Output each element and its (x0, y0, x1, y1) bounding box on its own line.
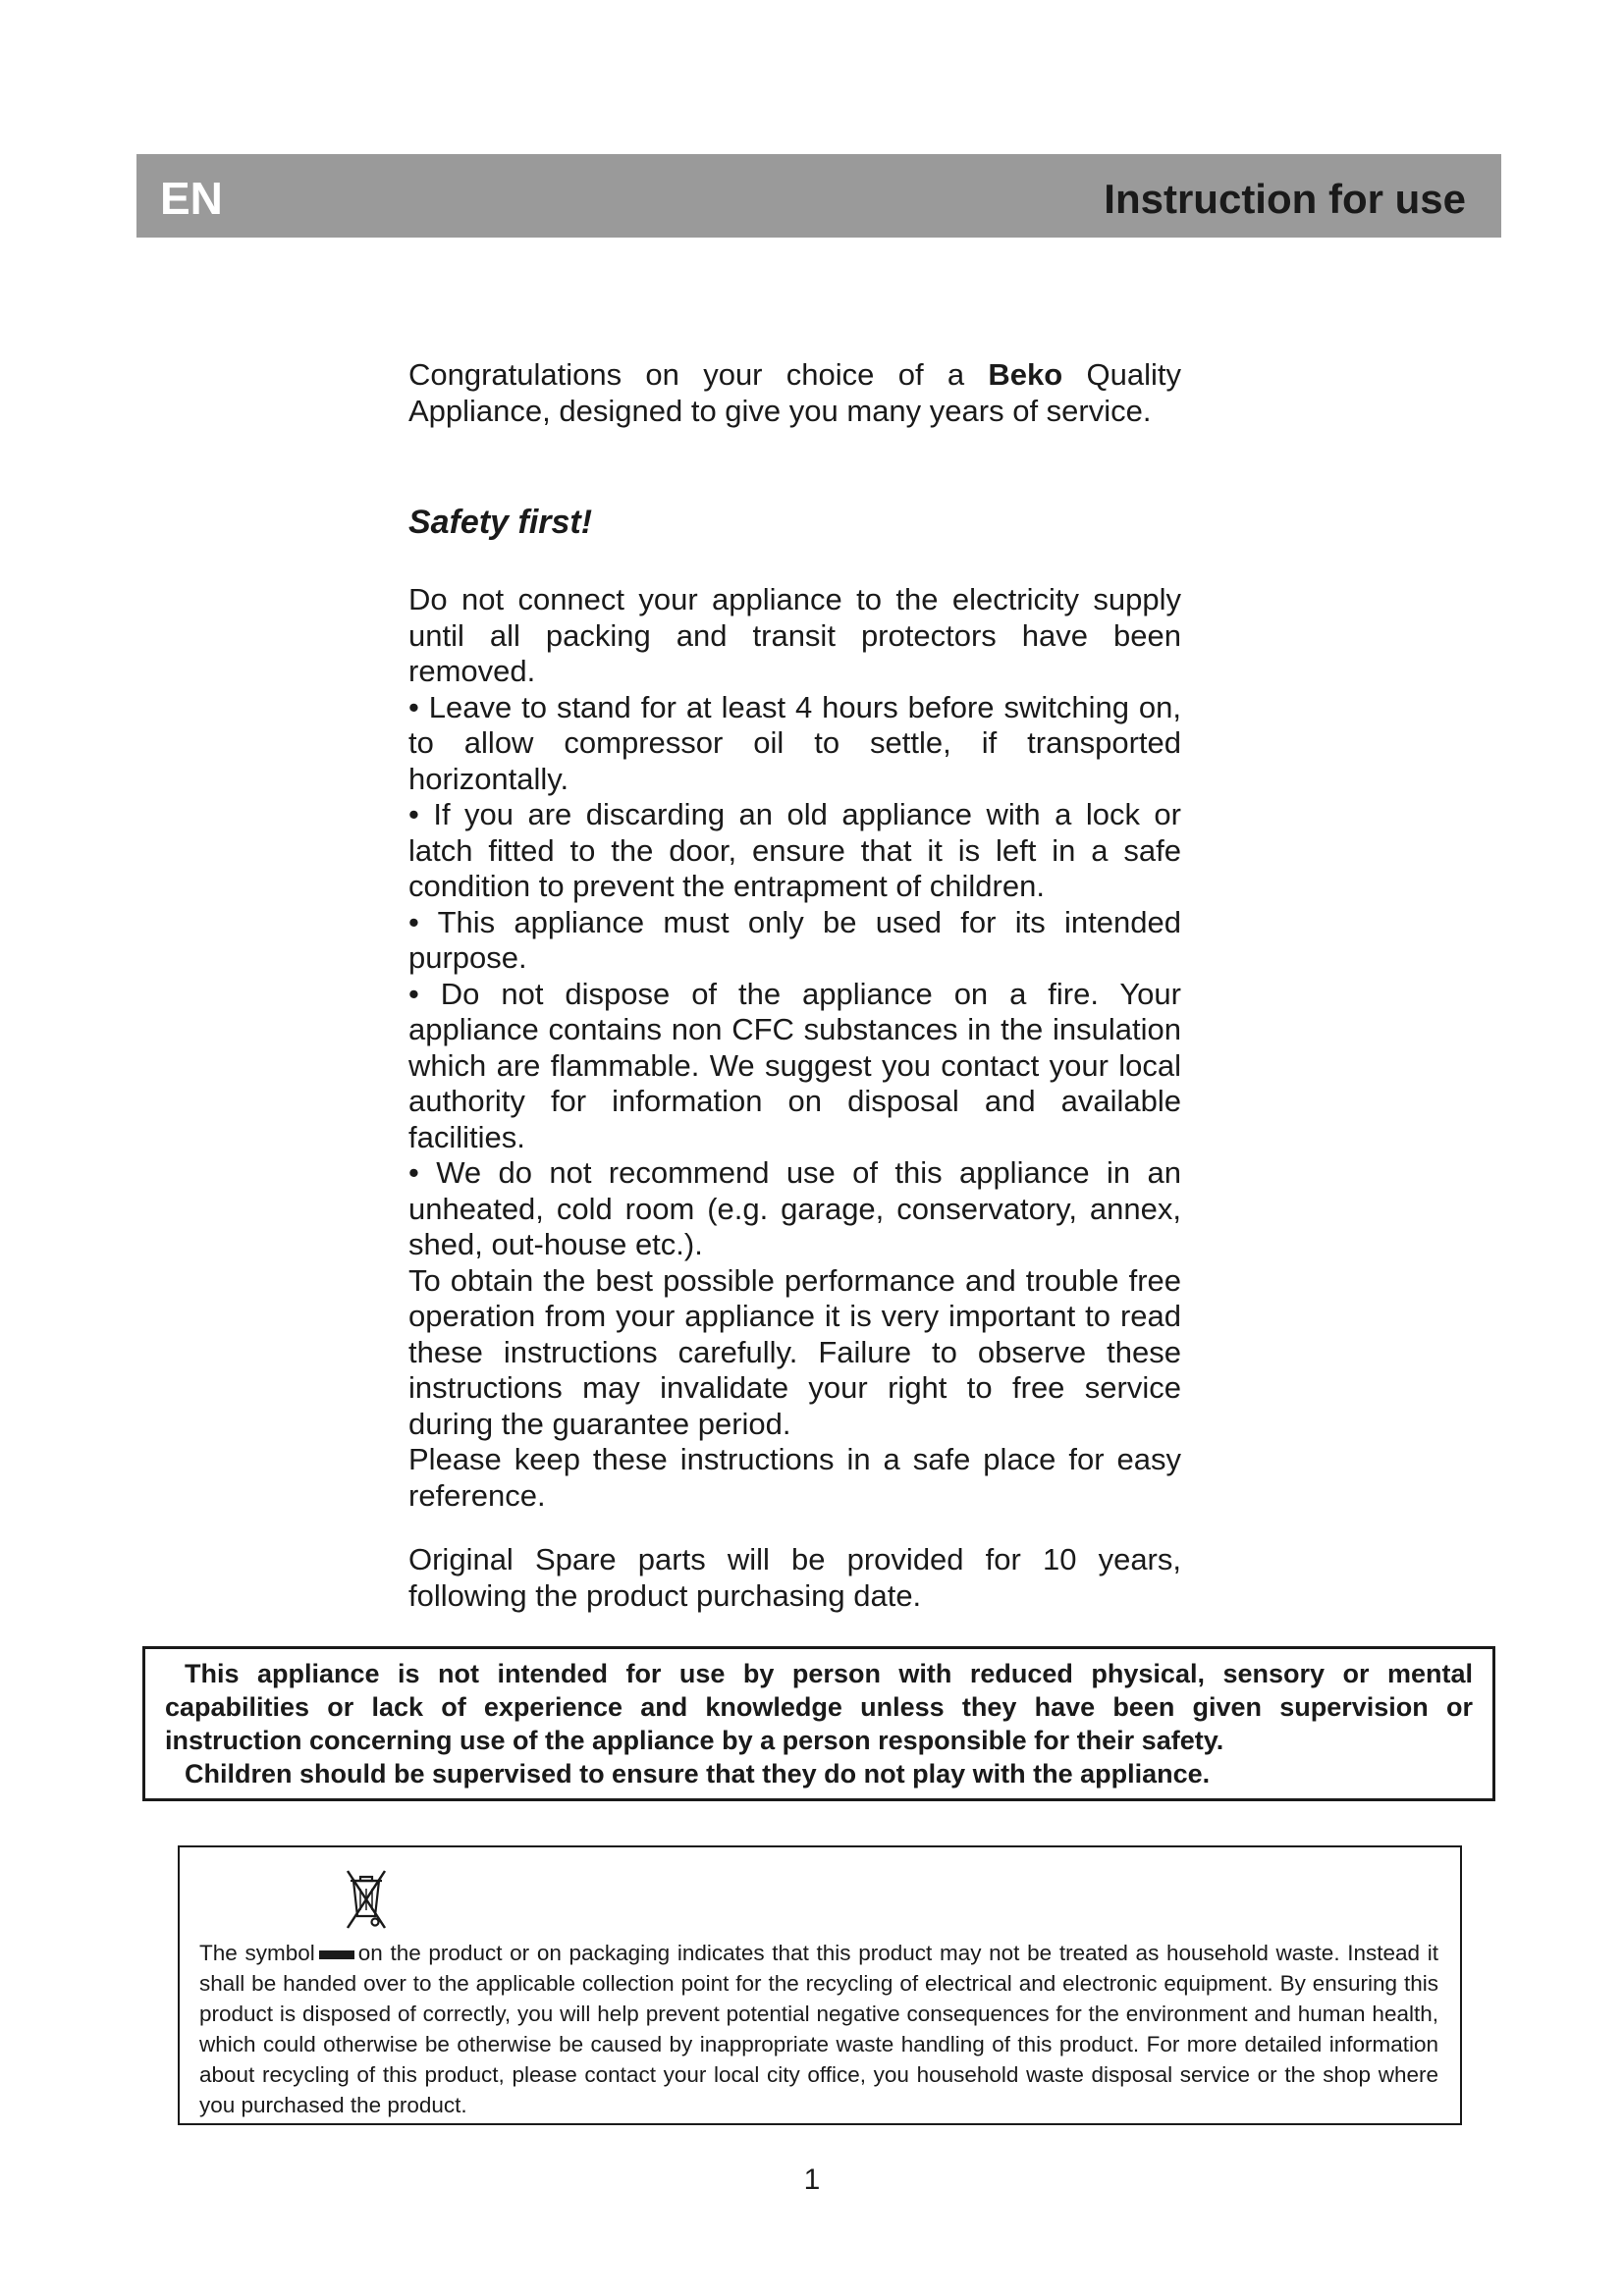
safety-paragraph: • Do not dispose of the appliance on a fire. Your appliance contains non CFC substances in the insulation which are flammable. We suggest you contact your local authority for information on disposal and available facilities. (408, 976, 1181, 1154)
safety-paragraph: Do not connect your appliance to the electricity supply until all packing and transit protectors have been removed. (408, 582, 1181, 688)
safety-paragraph: • If you are discarding an old appliance with a lock or latch fitted to the door, ensure that it is left in a safe condition to prevent the entrapment of children. (408, 797, 1181, 903)
safety-heading: Safety first! (408, 504, 593, 541)
intro-paragraph (408, 357, 1181, 429)
page-title: Instruction for use (1104, 176, 1466, 222)
safety-section (408, 582, 1181, 1514)
weee-text-start: The symbol (199, 1941, 315, 1965)
safety-paragraph: • Leave to stand for at least 4 hours before switching on, to allow compressor oil to settle, if transported horizontally. (408, 689, 1181, 796)
crossed-out-wheelie-bin-icon (342, 1865, 391, 1936)
weee-text (199, 1938, 1438, 2120)
page-number: 1 (803, 2163, 821, 2196)
weee-text-rest: on the product or on packaging indicates that this product may not be treated as household waste. Instead it shall be handed over to the applicable collection point for the recycling of electrical and electronic equipment. By ensuring this product is disposed of correctly, you will help prevent potential negative consequences for the environment and human health, which could otherwise be otherwise be caused by inappropriate waste handling of this product. For more detailed information about recycling of this product, please contact your local city office, you household waste disposal service or the shop where you purchased the product. (199, 1941, 1438, 2117)
language-code: EN (160, 173, 223, 224)
safety-paragraph: Please keep these instructions in a safe place for easy reference. (408, 1442, 1181, 1513)
intro-text-start: Congratulations on your choice of a (408, 357, 989, 392)
safety-paragraph: • We do not recommend use of this appliance in an unheated, cold room (e.g. garage, conservatory, annex, shed, out-house etc.). (408, 1155, 1181, 1261)
brand-name: Beko (988, 357, 1063, 392)
children-warning-text: Children should be supervised to ensure that they do not play with the appliance. (185, 1759, 1211, 1789)
warning-text: This appliance is not intended for use by person with reduced physical, sensory or mental capabilities or lack of experience and knowledge unless they have been given supervision or instruction concerning use of the appliance by a person responsible for their safety. (165, 1659, 1473, 1755)
weee-symbol-bar (319, 1950, 354, 1959)
safety-paragraph: To obtain the best possible performance and trouble free operation from your appliance it is very important to read these instructions carefully. Failure to observe these instructions may invalidate your right to free service during the guarantee period. (408, 1262, 1181, 1441)
header-bar (136, 154, 1501, 238)
warning-box (142, 1646, 1495, 1801)
weee-notice-box (178, 1845, 1462, 2125)
intro-text-end: Quality Appliance, designed to give you many years of service. (408, 357, 1181, 428)
spare-parts-paragraph: Original Spare parts will be provided for 10 years, following the product purchasing date. (408, 1542, 1181, 1613)
safety-paragraph: • This appliance must only be used for its intended purpose. (408, 904, 1181, 975)
